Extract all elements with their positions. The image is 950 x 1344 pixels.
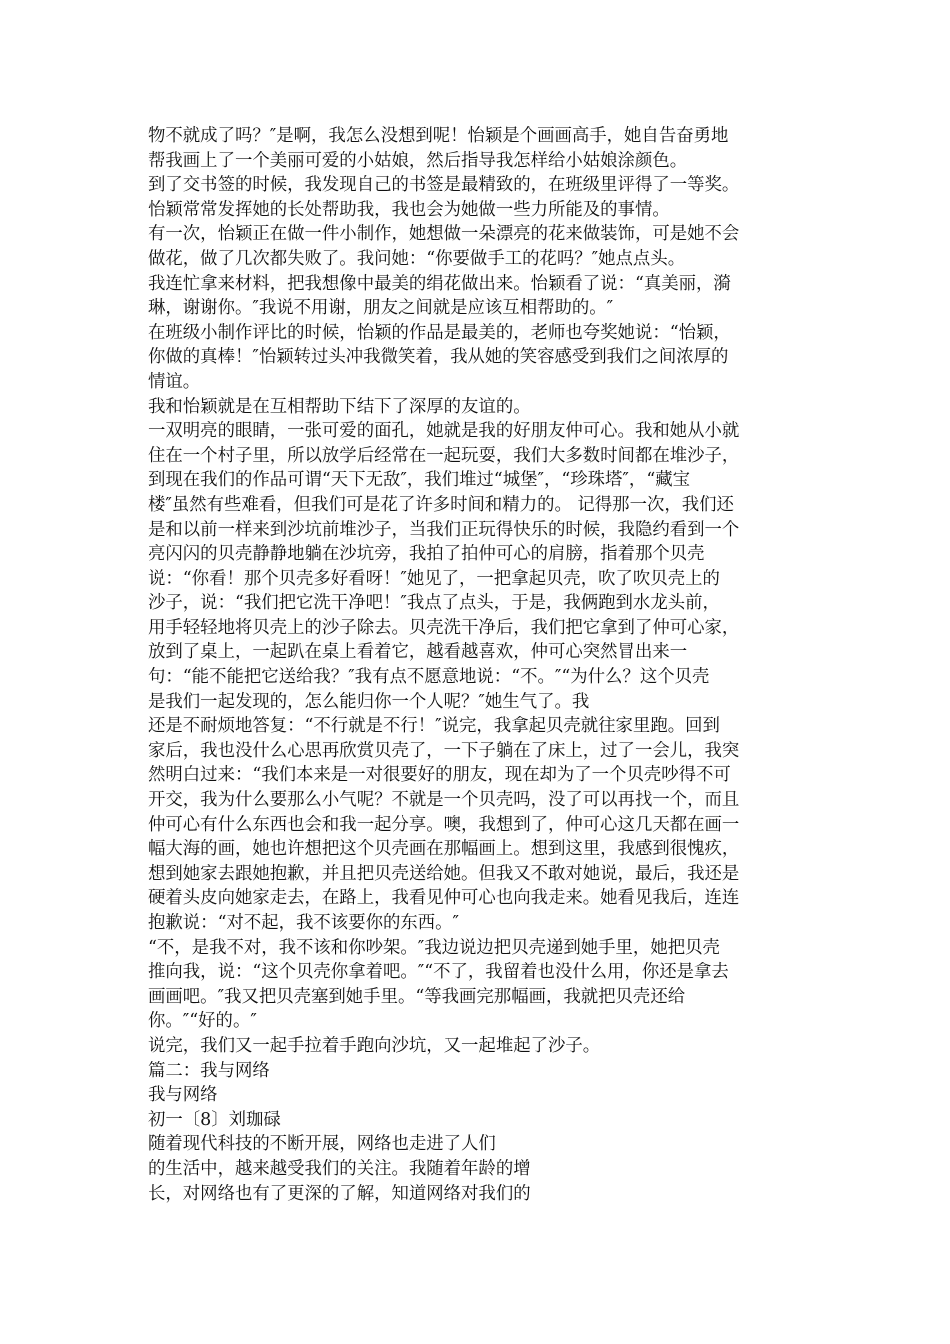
text-line: 幅大海的画，她也许想把这个贝壳画在那幅画上。想到这里，我感到很愧疚，	[148, 839, 740, 860]
text-line: 楼″虽然有些难看，但我们可是花了许多时间和精力的。 记得那一次，我们还	[148, 494, 734, 515]
text-line: 还是不耐烦地答复：“不行就是不行！″说完，我拿起贝壳就往家里跑。回到	[148, 716, 720, 737]
text-line: 说：“你看！那个贝壳多好看呀！″她见了，一把拿起贝壳，吹了吹贝壳上的	[148, 568, 720, 589]
text-line: 琳，谢谢你。″我说不用谢，朋友之间就是应该互相帮助的。″	[148, 298, 614, 319]
text-line: 的生活中，越来越受我们的关注。我随着年龄的增	[148, 1158, 531, 1179]
text-line: 有一次，怡颖正在做一件小制作，她想做一朵漂亮的花来做装饰，可是她不会	[148, 224, 740, 245]
text-line: 帮我画上了一个美丽可爱的小姑娘，然后指导我怎样给小姑娘涂颜色。	[148, 150, 688, 171]
text-line: 硬着头皮向她家走去，在路上，我看见仲可心也向我走来。她看见我后，连连	[148, 888, 740, 909]
text-line: 在班级小制作评比的时候，怡颖的作品是最美的，老师也夸奖她说：“怡颖，	[148, 322, 731, 343]
text-line: 到现在我们的作品可谓“天下无敌″，我们堆过“城堡″，“珍珠塔″，“藏宝	[148, 470, 690, 491]
article-title: 我与网络	[148, 1085, 218, 1106]
text-line: 沙子，说：“我们把它洗干净吧！″我点了点头，于是，我俩跑到水龙头前，	[148, 593, 720, 614]
text-line: 开交，我为什么要那么小气呢？不就是一个贝壳吗，没了可以再找一个，而且	[148, 790, 740, 811]
text-line: 仲可心有什么东西也会和我一起分享。噢，我想到了，仲可心这几天都在画一	[148, 814, 740, 835]
text-line: 住在一个村子里，所以放学后经常在一起玩耍，我们大多数时间都在堆沙子，	[148, 445, 740, 466]
text-line: 画画吧。″我又把贝壳塞到她手里。“等我画完那幅画，我就把贝壳还给	[148, 986, 686, 1007]
text-line: 推向我，说：“这个贝壳你拿着吧。″“不了，我留着也没什么用，你还是拿去	[148, 962, 729, 983]
text-line: 你。″“好的。″	[148, 1011, 257, 1032]
text-line: 我连忙拿来材料，把我想像中最美的绢花做出来。怡颖看了说：“真美丽，漪	[148, 273, 731, 294]
text-line: 抱歉说：“对不起，我不该要你的东西。″	[148, 913, 460, 933]
text-line: 物不就成了吗？″是啊，我怎么没想到呢！怡颖是个画画高手，她自告奋勇地	[148, 126, 729, 146]
text-line: 用手轻轻地将贝壳上的沙子除去。贝壳洗干净后，我们把它拿到了仲可心家，	[148, 617, 740, 638]
text-line: 是我们一起发现的，怎么能归你一个人呢？″她生气了。我	[148, 691, 590, 712]
text-line: 一双明亮的眼睛，一张可爱的面孔，她就是我的好朋友仲可心。我和她从小就	[148, 421, 740, 442]
text-line: 怡颖常常发挥她的长处帮助我，我也会为她做一些力所能及的事情。	[148, 199, 670, 220]
text-line: 做花，做了几次都失败了。我问她：“你要做手工的花吗？″她点点头。	[148, 248, 686, 269]
text-line: 说完，我们又一起手拉着手跑向沙坑，又一起堆起了沙子。	[148, 1035, 601, 1056]
text-line: 我和怡颖就是在互相帮助下结下了深厚的友谊的。	[148, 396, 531, 417]
text-line: 放到了桌上，一起趴在桌上看着它，越看越喜欢，仲可心突然冒出来一	[148, 642, 688, 663]
text-line: 是和以前一样来到沙坑前堆沙子，当我们正玩得快乐的时候，我隐约看到一个	[148, 519, 740, 540]
text-line: 你做的真棒！″怡颖转过头冲我微笑着，我从她的笑容感受到我们之间浓厚的	[148, 347, 729, 368]
text-line: 亮闪闪的贝壳静静地躺在沙坑旁，我拍了拍仲可心的肩膀，指着那个贝壳	[148, 544, 705, 565]
text-line: 到了交书签的时候，我发现自己的书签是最精致的，在班级里评得了一等奖。	[148, 175, 740, 196]
text-line: 然明白过来：“我们本来是一对很要好的朋友，现在却为了一个贝壳吵得不可	[148, 765, 731, 786]
text-line: 想到她家去跟她抱歉，并且把贝壳送给她。但我又不敢对她说，最后，我还是	[148, 863, 740, 884]
text-line: “不，是我不对，我不该和你吵架。″我边说边把贝壳递到她手里，她把贝壳	[148, 937, 720, 958]
section-heading: 篇二：我与网络	[148, 1060, 270, 1081]
document-body	[148, 124, 808, 1206]
text-line: 家后，我也没什么心思再欣赏贝壳了，一下子躺在了床上，过了一会儿，我突	[148, 740, 740, 761]
text-line: 长，对网络也有了更深的了解，知道网络对我们的	[148, 1183, 531, 1204]
text-line: 情谊。	[148, 371, 201, 392]
text-line: 随着现代科技的不断开展，网络也走进了人们	[148, 1134, 496, 1155]
text-line: 句：“能不能把它送给我？″我有点不愿意地说：“不。″“为什么？这个贝壳	[148, 667, 710, 688]
author-line: 初一〔8〕刘珈碌	[148, 1109, 281, 1130]
